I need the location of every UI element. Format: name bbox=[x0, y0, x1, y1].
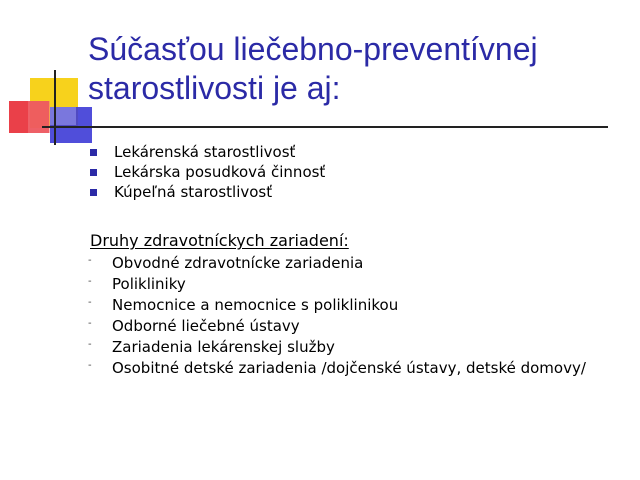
square-bullet-icon bbox=[90, 169, 97, 176]
dash-bullet-icon: - bbox=[88, 360, 92, 371]
bullet-text: Lekárska posudková činnosť bbox=[114, 163, 326, 181]
facility-type-text: Obvodné zdravotnícke zariadenia bbox=[112, 253, 364, 272]
decorative-red-overlap bbox=[28, 101, 50, 133]
slide-title: Súčasťou liečebno-preventívnej starostlivosti je aj: bbox=[88, 31, 538, 106]
list-item bbox=[88, 294, 586, 315]
bullet-list bbox=[90, 142, 325, 202]
dash-bullet-icon: - bbox=[88, 339, 92, 350]
facility-type-text: Osobitné detské zariadenia /dojčenské ústavy, detské domovy/ bbox=[112, 358, 586, 377]
decorative-vertical-line bbox=[54, 70, 56, 145]
dash-bullet-icon: - bbox=[88, 255, 92, 266]
bullet-item bbox=[90, 162, 325, 182]
facility-type-text: Nemocnice a nemocnice s poliklinikou bbox=[112, 295, 399, 314]
list-item bbox=[88, 315, 586, 336]
facility-type-text: Odborné liečebné ústavy bbox=[112, 316, 300, 335]
facility-types-list bbox=[88, 252, 586, 378]
dash-bullet-icon: - bbox=[88, 276, 92, 287]
facility-type-text: Polikliniky bbox=[112, 274, 186, 293]
dash-bullet-icon: - bbox=[88, 318, 92, 329]
bullet-item bbox=[90, 182, 325, 202]
square-bullet-icon bbox=[90, 189, 97, 196]
list-item bbox=[88, 273, 586, 294]
facility-type-text: Zariadenia lekárenskej služby bbox=[112, 337, 335, 356]
list-item bbox=[88, 252, 586, 273]
square-bullet-icon bbox=[90, 149, 97, 156]
bullet-item bbox=[90, 142, 325, 162]
list-item bbox=[88, 336, 586, 357]
bullet-text: Kúpeľná starostlivosť bbox=[114, 183, 273, 201]
facility-types-heading: Druhy zdravotníckych zariadení: bbox=[90, 231, 349, 250]
title-divider-line bbox=[42, 126, 608, 128]
bullet-text: Lekárenská starostlivosť bbox=[114, 143, 296, 161]
list-item bbox=[88, 357, 586, 378]
dash-bullet-icon: - bbox=[88, 297, 92, 308]
